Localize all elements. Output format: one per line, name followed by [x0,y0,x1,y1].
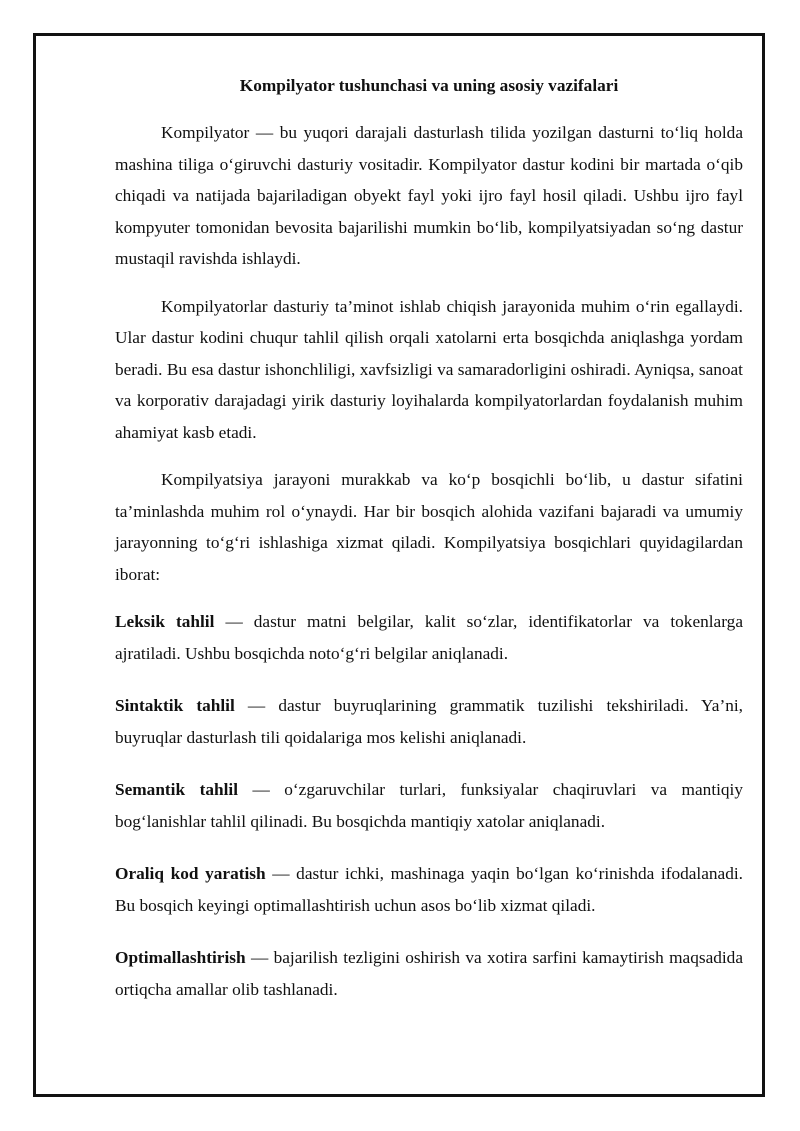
stage-syntax-analysis [115,690,743,753]
stage-term: Sintaktik tahlil [115,696,235,715]
document-body [115,74,743,1026]
paragraph-definition: Kompilyator — bu yuqori darajali dasturlash tilida yozilgan dasturni to‘liq holda mashina tiliga o‘giruvchi dasturiy vositadir. Kompilyator dastur kodini bir martada o‘qib chiqadi va natijada bajariladigan obyekt fayl yoki ijro fayl hosil qiladi. Ushbu ijro fayl kompyuter tomonidan bevosita bajarilishi mumkin bo‘lib, kompilyatsiyadan so‘ng dastur mustaqil ravishda ishlaydi. [115,123,743,268]
stage-description: — dastur ichki, mashinaga yaqin bo‘lgan ko‘rinishda ifodalanadi. Bu bosqich keyingi optimallashtirish uchun asos bo‘lib xizmat qiladi. [115,864,743,915]
stage-description: — dastur matni belgilar, kalit so‘zlar, identifikatorlar va tokenlarga ajratiladi. Ushbu bosqichda noto‘g‘ri belgilar aniqlanadi. [115,612,743,663]
document-title: Kompilyator tushunchasi va uning asosiy vazifalari [239,76,619,95]
stage-description: — bajarilish tezligini oshirish va xotira sarfini kamaytirish maqsadida ortiqcha amallar olib tashlanadi. [115,948,743,999]
stage-description: — o‘zgaruvchilar turlari, funksiyalar chaqiruvlari va mantiqiy bog‘lanishlar tahlil qilinadi. Bu bosqichda mantiqiy xatolar aniqlanadi. [115,780,743,831]
stage-term: Semantik tahlil [115,780,238,799]
stage-intermediate-code [115,858,743,921]
stage-optimization [115,942,743,1005]
stage-term: Leksik tahlil [115,612,215,631]
stage-term: Oraliq kod yaratish [115,864,266,883]
stage-semantic-analysis [115,774,743,837]
paragraph-importance: Kompilyatorlar dasturiy ta’minot ishlab chiqish jarayonida muhim o‘rin egallaydi. Ular dastur kodini chuqur tahlil qilish orqali xatolarni erta bosqichda aniqlashga yordam beradi. Bu esa dastur ishonchliligi, xavfsizligi va samaradorligini oshiradi. Ayniqsa, sanoat va korporativ darajadagi yirik dasturiy loyihalarda kompilyatorlardan foydalanish muhim ahamiyat kasb etadi. [115,296,743,442]
stage-description: — dastur buyruqlarining grammatik tuzilishi tekshiriladi. Ya’ni, buyruqlar dasturlash tili qoidalariga mos kelishi aniqlanadi. [115,696,743,747]
stage-lexical-analysis [115,606,743,669]
paragraph-stages-intro: Kompilyatsiya jarayoni murakkab va ko‘p bosqichli bo‘lib, u dastur sifatini ta’minlashda muhim rol o‘ynaydi. Har bir bosqich alohida vazifani bajaradi va umumiy jarayonning to‘g‘ri ishlashiga xizmat qiladi. Kompilyatsiya bosqichlari quyidagilardan iborat: [115,470,743,584]
stage-term: Optimallashtirish [115,948,246,967]
